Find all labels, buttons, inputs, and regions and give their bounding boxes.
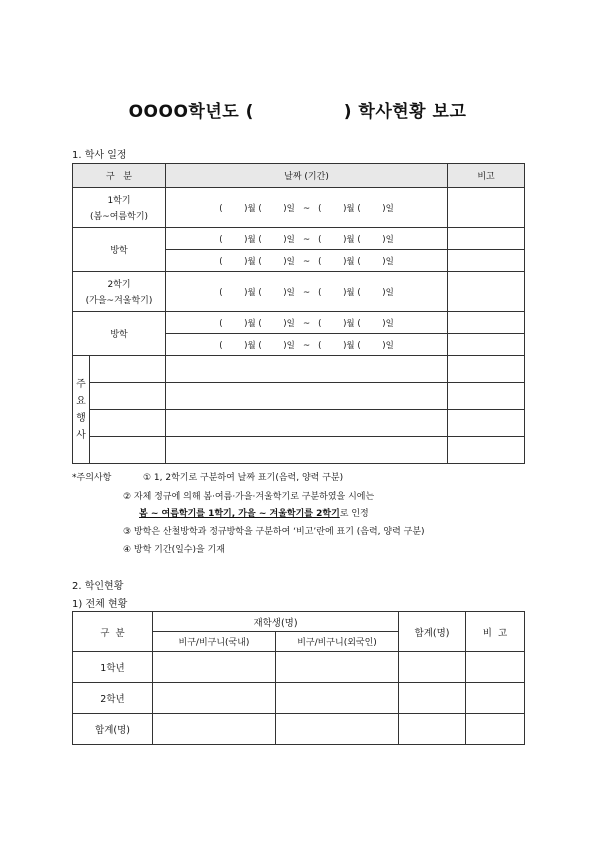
foreign-cell[interactable] [276, 652, 399, 683]
section-2-subheading: 1) 전체 현황 [72, 599, 128, 610]
note-item-1: ① 1, 2학기로 구분하여 날짜 표기(음력, 양력 구분) [143, 473, 344, 483]
note-item-3: ③ 방학은 산철방학과 정규방학을 구분하여 ‘비고’란에 표기 (음력, 양력 구분) [123, 527, 425, 537]
event-date-cell[interactable] [166, 356, 448, 383]
event-date-cell[interactable] [166, 410, 448, 437]
row-label: 1학년 [73, 652, 153, 683]
header-category: 구 분 [73, 164, 166, 188]
section-1-heading: 1. 학사 일정 [72, 150, 127, 161]
note-cell[interactable] [448, 228, 525, 250]
event-name-cell[interactable] [90, 437, 166, 464]
event-name-cell[interactable] [90, 410, 166, 437]
total-cell[interactable] [399, 683, 466, 714]
date-range-cell[interactable]: ( )월 ( )일 ~ ( )월 ( )일 [166, 272, 448, 312]
page-title: OOOO학년도 ( ) 학사현황 보고 [128, 102, 467, 122]
table-row [73, 714, 525, 745]
header-total: 합계(명) [399, 612, 466, 652]
header-domestic: 비구/비구니(국내) [153, 632, 276, 652]
note-cell[interactable] [448, 356, 525, 383]
table-row [73, 272, 525, 312]
domestic-cell[interactable] [153, 714, 276, 745]
domestic-cell[interactable] [153, 683, 276, 714]
total-cell[interactable] [399, 652, 466, 683]
note-cell[interactable] [466, 714, 525, 745]
date-range-cell[interactable]: ( )월 ( )일 ~ ( )월 ( )일 [166, 228, 448, 250]
semester-2-label: 2학기 (가을~겨울학기) [73, 272, 166, 312]
total-cell[interactable] [399, 714, 466, 745]
date-range-cell[interactable]: ( )월 ( )일 ~ ( )월 ( )일 [166, 188, 448, 228]
table-row [73, 356, 525, 383]
note-item-2: ② 자체 정규에 의해 봄·여름·가을·겨울학기로 구분하였을 시에는 [123, 492, 375, 502]
event-date-cell[interactable] [166, 437, 448, 464]
header-note: 비고 [448, 164, 525, 188]
note-cell[interactable] [448, 272, 525, 312]
note-cell[interactable] [448, 250, 525, 272]
status-header-row [73, 612, 525, 632]
header-note: 비 고 [466, 612, 525, 652]
date-range-cell[interactable]: ( )월 ( )일 ~ ( )월 ( )일 [166, 312, 448, 334]
header-date: 날짜 (기간) [166, 164, 448, 188]
table-row [73, 683, 525, 714]
header-foreign: 비구/비구니(외국인) [276, 632, 399, 652]
table-row [73, 383, 525, 410]
header-category: 구 분 [73, 612, 153, 652]
table-row [73, 652, 525, 683]
note-cell[interactable] [448, 334, 525, 356]
event-name-cell[interactable] [90, 356, 166, 383]
note-cell[interactable] [448, 410, 525, 437]
date-range-cell[interactable]: ( )월 ( )일 ~ ( )월 ( )일 [166, 334, 448, 356]
status-table [72, 611, 525, 745]
schedule-header-row [73, 164, 525, 188]
notes-prefix: *주의사항 [72, 473, 112, 483]
section-2-heading: 2. 학인현황 [72, 581, 124, 592]
table-row [73, 228, 525, 250]
vacation-1-label: 방학 [73, 228, 166, 272]
table-row [73, 437, 525, 464]
note-cell[interactable] [448, 437, 525, 464]
header-enrolled: 재학생(명) [153, 612, 399, 632]
event-date-cell[interactable] [166, 383, 448, 410]
event-name-cell[interactable] [90, 383, 166, 410]
table-row [73, 410, 525, 437]
note-item-2-emphasis: 봄 ~ 여름학기를 1학기, 가을 ~ 겨울학기를 2학기로 인정 [139, 509, 369, 519]
note-cell[interactable] [448, 188, 525, 228]
semester-1-label: 1학기 (봄~여름학기) [73, 188, 166, 228]
table-row [73, 312, 525, 334]
note-cell[interactable] [448, 312, 525, 334]
row-label: 2학년 [73, 683, 153, 714]
vacation-2-label: 방학 [73, 312, 166, 356]
date-range-cell[interactable]: ( )월 ( )일 ~ ( )월 ( )일 [166, 250, 448, 272]
table-row [73, 188, 525, 228]
note-cell[interactable] [466, 683, 525, 714]
foreign-cell[interactable] [276, 683, 399, 714]
schedule-table [72, 163, 525, 464]
note-cell[interactable] [466, 652, 525, 683]
domestic-cell[interactable] [153, 652, 276, 683]
row-label: 합계(명) [73, 714, 153, 745]
note-item-4: ④ 방학 기간(일수)을 기재 [123, 545, 225, 555]
events-label: 주 요 행 사 [73, 356, 90, 464]
foreign-cell[interactable] [276, 714, 399, 745]
note-cell[interactable] [448, 383, 525, 410]
